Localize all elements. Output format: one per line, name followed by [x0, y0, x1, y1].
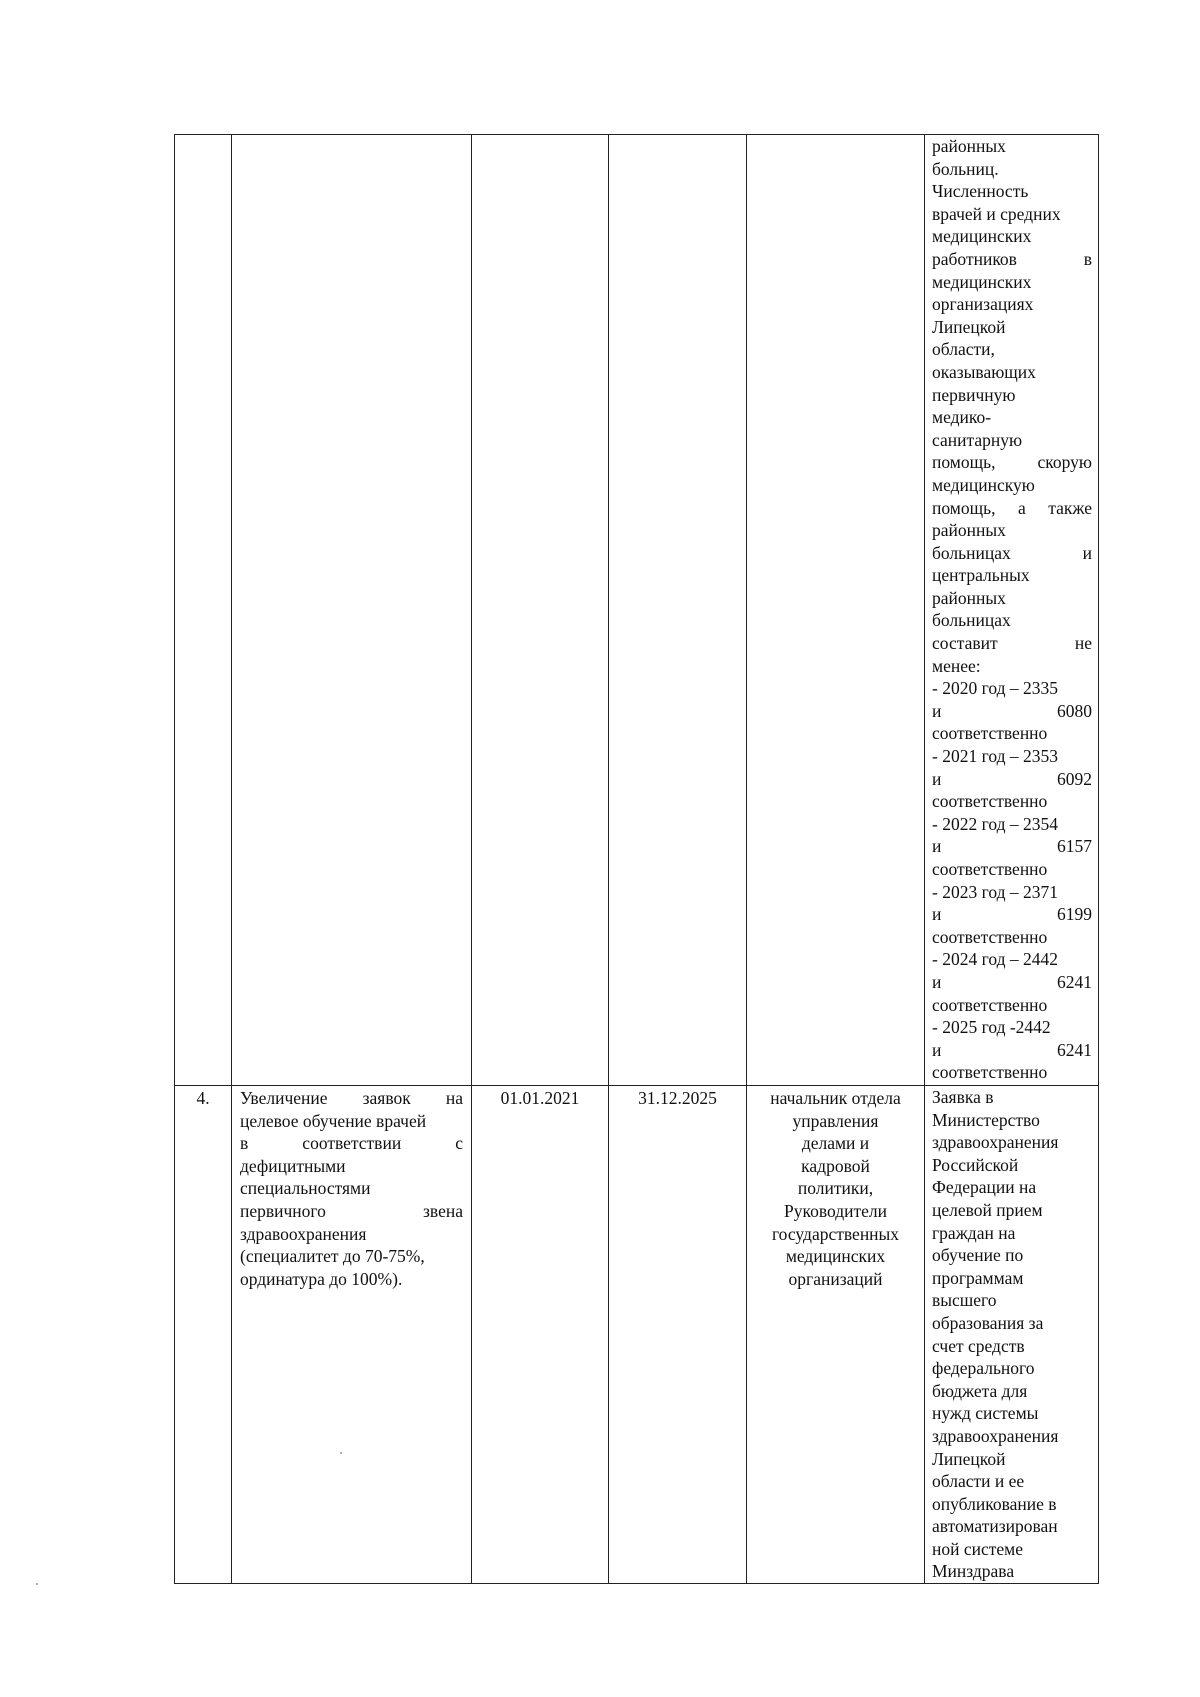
text-word: соответственно: [932, 1062, 1048, 1083]
text-line: [932, 677, 1092, 700]
text-line: [932, 316, 1092, 339]
text-word: здравоохранения: [240, 1223, 367, 1244]
text-word: соответственно: [932, 859, 1048, 879]
text-line: [240, 1110, 463, 1133]
text-word: 6092: [1057, 768, 1092, 789]
text-word: работников: [932, 248, 1017, 269]
text-word: соответственно: [932, 926, 1048, 947]
text-word: медицинских: [932, 271, 1032, 292]
text-line: [932, 1016, 1092, 1039]
text-line: Минздрава: [932, 1561, 1015, 1582]
text-line: Руководители: [783, 1200, 888, 1221]
text-line: Министерство: [932, 1109, 1040, 1130]
text-line: нужд системы: [932, 1403, 1039, 1424]
text-line: [932, 881, 1092, 904]
text-line: [932, 700, 1092, 723]
text-word: медико-: [932, 407, 992, 428]
text-word: медицинских: [932, 226, 1032, 247]
text-line: автоматизирован: [932, 1516, 1058, 1537]
table-row-continued: [175, 135, 1099, 1086]
text-line: [240, 1245, 463, 1268]
text-word: и: [932, 836, 942, 857]
text-word: также: [1048, 497, 1092, 518]
cell-number-empty: [175, 135, 232, 1086]
text-word: врачей и средних: [932, 203, 1061, 224]
text-line: [932, 903, 1092, 926]
text-line: граждан на: [932, 1222, 1016, 1243]
text-line: [932, 338, 1092, 361]
cell-responsible: [747, 1086, 925, 1584]
result-text: [925, 1086, 1098, 1583]
text-word: целевое обучение врачей: [240, 1110, 427, 1131]
text-word: центральных: [932, 565, 1030, 586]
text-word: районных: [932, 136, 1006, 156]
text-word: - 2020 год – 2335: [932, 678, 1058, 699]
text-line: [932, 564, 1092, 587]
cell-result: [925, 1086, 1099, 1584]
text-line: [932, 248, 1092, 271]
text-line: [932, 225, 1092, 248]
text-line: [932, 948, 1092, 971]
text-word: и: [932, 700, 942, 721]
text-word: (специалитет до 70-75%,: [240, 1246, 425, 1267]
activity-table: [174, 134, 1099, 1584]
text-line: [932, 474, 1092, 497]
text-word: 6080: [1057, 700, 1092, 721]
text-word: Липецкой: [932, 316, 1006, 337]
text-word: организациях: [932, 294, 1034, 315]
text-line: [932, 1061, 1092, 1084]
text-line: Федерации на: [932, 1177, 1037, 1198]
text-word: Увеличение: [240, 1088, 328, 1108]
text-word: соответственно: [932, 994, 1048, 1015]
text-word: оказывающих: [932, 361, 1036, 382]
cell-start-empty: [472, 135, 609, 1086]
text-line: кадровой: [801, 1155, 870, 1176]
text-line: ной системе: [932, 1538, 1024, 1559]
end-date: 31.12.2025: [638, 1088, 717, 1108]
text-word: области,: [932, 339, 995, 360]
text-line: [240, 1268, 463, 1291]
text-line: [932, 406, 1092, 429]
text-line: [932, 497, 1092, 520]
text-line: [932, 203, 1092, 226]
text-word: а: [1017, 497, 1026, 518]
text-word: и: [1082, 542, 1092, 563]
text-line: политики,: [797, 1178, 874, 1199]
text-line: [240, 1132, 463, 1155]
text-line: [932, 994, 1092, 1017]
text-word: в: [240, 1133, 249, 1154]
text-line: [240, 1087, 463, 1110]
text-word: 6157: [1057, 836, 1092, 857]
text-word: больницах: [932, 610, 1011, 631]
cell-responsible-empty: [747, 135, 925, 1086]
start-date: 01.01.2021: [500, 1088, 580, 1108]
cell-end-empty: [609, 135, 747, 1086]
text-line: Российской: [932, 1154, 1019, 1175]
text-line: управления: [792, 1110, 879, 1131]
text-line: здравоохранения: [932, 1425, 1059, 1446]
text-line: [932, 926, 1092, 949]
text-line: [932, 768, 1092, 791]
text-word: не: [1074, 633, 1092, 654]
text-line: [932, 293, 1092, 316]
text-line: медицинских: [785, 1246, 886, 1267]
text-word: больницах: [932, 542, 1011, 563]
text-line: [932, 835, 1092, 858]
text-line: [240, 1177, 463, 1200]
text-word: 6199: [1057, 904, 1092, 925]
text-line: [932, 971, 1092, 994]
text-line: здравоохранения: [932, 1132, 1059, 1153]
text-word: составит: [932, 633, 998, 654]
text-line: Заявка в: [932, 1087, 994, 1107]
text-word: звена: [423, 1200, 463, 1221]
text-word: заявок: [362, 1088, 411, 1108]
text-line: образования за: [932, 1312, 1044, 1333]
text-line: [932, 384, 1092, 407]
text-word: и: [932, 971, 942, 992]
text-word: менее:: [932, 655, 981, 676]
text-line: [932, 361, 1092, 384]
text-line: [932, 429, 1092, 452]
text-line: [932, 271, 1092, 294]
measure-text: [232, 1086, 471, 1290]
text-word: санитарную: [932, 429, 1023, 450]
text-line: высшего: [932, 1290, 997, 1311]
text-line: делами и: [801, 1133, 870, 1154]
text-line: программам: [932, 1267, 1024, 1288]
text-line: [240, 1200, 463, 1223]
text-line: [932, 180, 1092, 203]
text-line: [240, 1155, 463, 1178]
text-line: Липецкой: [932, 1448, 1006, 1469]
text-line: [932, 790, 1092, 813]
text-line: [932, 542, 1092, 565]
text-line: опубликование в: [932, 1493, 1057, 1514]
cell-end-date: [609, 1086, 747, 1584]
text-word: дефицитными: [240, 1155, 346, 1176]
text-line: бюджета для: [932, 1380, 1028, 1401]
text-line: [932, 609, 1092, 632]
text-word: и: [932, 1039, 942, 1060]
cell-number: [175, 1086, 232, 1584]
text-word: ординатура до 100%).: [240, 1268, 403, 1289]
text-word: первичную: [932, 384, 1016, 405]
row-number: 4.: [196, 1088, 210, 1108]
text-word: с: [455, 1133, 463, 1154]
scan-speck: [340, 1452, 342, 1454]
text-line: [932, 519, 1092, 542]
text-line: [932, 745, 1092, 768]
text-line: [932, 813, 1092, 836]
text-word: - 2024 год – 2442: [932, 949, 1058, 970]
text-line: [932, 158, 1092, 181]
text-word: соответственно: [932, 791, 1048, 812]
text-word: Численность: [932, 181, 1029, 202]
text-line: обучение по: [932, 1245, 1024, 1266]
cell-result-continued: [925, 135, 1099, 1086]
responsible-text: [747, 1086, 924, 1290]
text-line: федерального: [932, 1358, 1035, 1379]
text-word: в: [1083, 248, 1092, 269]
cell-measure-empty: [232, 135, 472, 1086]
text-word: специальностями: [240, 1178, 371, 1199]
text-word: соответствии: [302, 1133, 402, 1154]
text-word: помощь,: [932, 452, 996, 473]
text-word: и: [932, 904, 942, 925]
text-line: [932, 587, 1092, 610]
text-word: и: [932, 768, 942, 789]
text-word: соответственно: [932, 723, 1048, 744]
text-line: начальник отдела: [770, 1088, 901, 1108]
text-word: 6241: [1057, 1039, 1092, 1060]
text-line: организаций: [788, 1268, 883, 1289]
text-word: - 2022 год – 2354: [932, 813, 1058, 834]
text-line: счет средств: [932, 1335, 1025, 1356]
text-line: государственных: [771, 1223, 900, 1244]
cell-start-date: [472, 1086, 609, 1584]
text-line: [932, 858, 1092, 881]
text-line: [932, 135, 1092, 158]
cell-measure: [232, 1086, 472, 1584]
text-word: - 2025 год -2442: [932, 1017, 1051, 1038]
table-row-4: [175, 1086, 1099, 1584]
text-line: [932, 722, 1092, 745]
text-word: помощь,: [932, 497, 996, 518]
text-line: области и ее: [932, 1471, 1025, 1492]
text-word: - 2023 год – 2371: [932, 881, 1058, 902]
text-word: районных: [932, 587, 1006, 608]
text-word: 6241: [1057, 971, 1092, 992]
text-line: [240, 1223, 463, 1246]
scan-speck: [36, 1583, 38, 1585]
text-word: первичного: [240, 1200, 326, 1221]
text-word: медицинскую: [932, 474, 1035, 495]
text-word: на: [445, 1088, 463, 1108]
result-text-continued: [925, 135, 1098, 1084]
text-line: [932, 451, 1092, 474]
text-line: [932, 632, 1092, 655]
text-line: целевой прием: [932, 1199, 1043, 1220]
text-line: [932, 655, 1092, 678]
text-line: [932, 1039, 1092, 1062]
text-word: - 2021 год – 2353: [932, 746, 1058, 767]
text-word: районных: [932, 520, 1006, 541]
text-word: больниц.: [932, 158, 999, 179]
text-word: скорую: [1037, 452, 1092, 473]
